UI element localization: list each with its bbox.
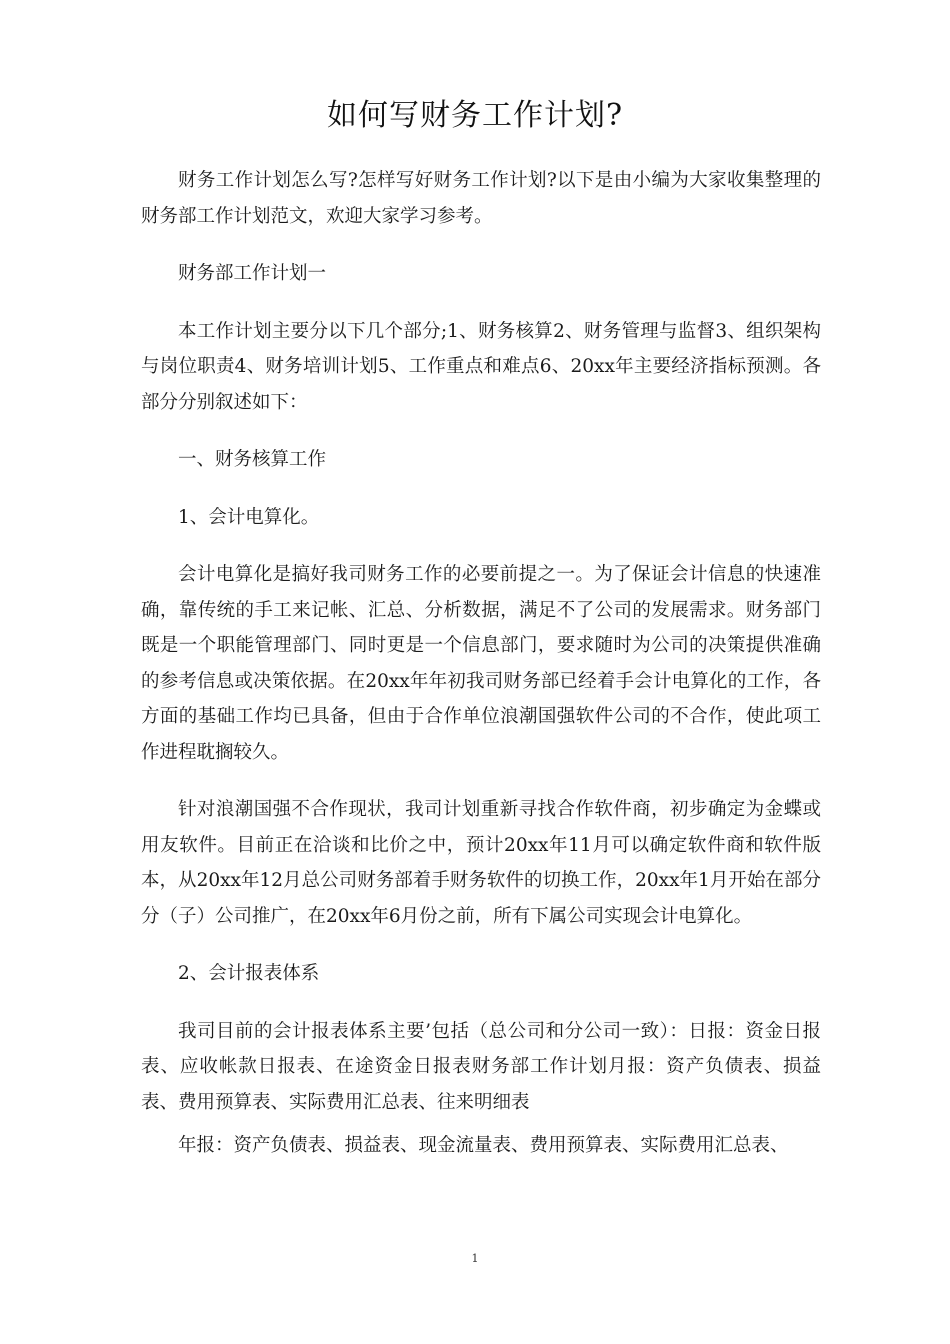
document-title: 如何写财务工作计划? (326, 98, 624, 133)
document-body (141, 163, 821, 1186)
computerization-paragraph: 会计电算化是搞好我司财务工作的必要前提之一。为了保证会计信息的快速准确，靠传统的手工来记帐、汇总、分析数据，满足不了公司的发展需求。财务部门既是一个职能管理部门、同时更是一个信息部门，要求随时为公司的决策提供准确的参考信息或决策依据。在20xx年年初我司财务部已经着手会计电算化的工作，各方面的基础工作均已具备，但由于合作单位浪潮国强软件公司的不合作，使此项工作进程耽搁较久。 (141, 564, 821, 763)
overview-paragraph: 本工作计划主要分以下几个部分;1、财务核算2、财务管理与监督3、组织架构与岗位职责4、财务培训计划5、工作重点和难点6、20xx年主要经济指标预测。各部分分别叙述如下： (141, 320, 821, 413)
section-heading-accounting: 一、财务核算工作 (178, 449, 327, 470)
report-system-paragraph: 我司目前的会计报表体系主要’包括（总公司和分公司一致）：日报：资金日报表、应收帐款日报表、在途资金日报表财务部工作计划月报：资产负债表、损益表、费用预算表、实际费用汇总表、往来明细表 (141, 1020, 821, 1113)
subheading-report-system: 2、会计报表体系 (178, 963, 320, 984)
page-number: 1 (471, 1252, 479, 1265)
annual-report-paragraph: 年报：资产负债表、损益表、现金流量表、费用预算表、实际费用汇总表、 (178, 1135, 789, 1156)
intro-paragraph: 财务工作计划怎么写?怎样写好财务工作计划?以下是由小编为大家收集整理的财务部工作计划范文，欢迎大家学习参考。 (141, 170, 821, 227)
subheading-computerization: 1、会计电算化。 (178, 506, 320, 528)
software-plan-paragraph: 针对浪潮国强不合作现状，我司计划重新寻找合作软件商，初步确定为金蝶或用友软件。目前正在洽谈和比价之中，预计20xx年11月可以确定软件商和软件版本，从20xx年12月总公司财务部着手财务软件的切换工作，20xx年1月开始在部分分（子）公司推广，在20xx年6月份之前，所有下属公司实现会计电算化。 (141, 799, 821, 927)
section-heading-plan-one: 财务部工作计划一 (178, 263, 327, 284)
